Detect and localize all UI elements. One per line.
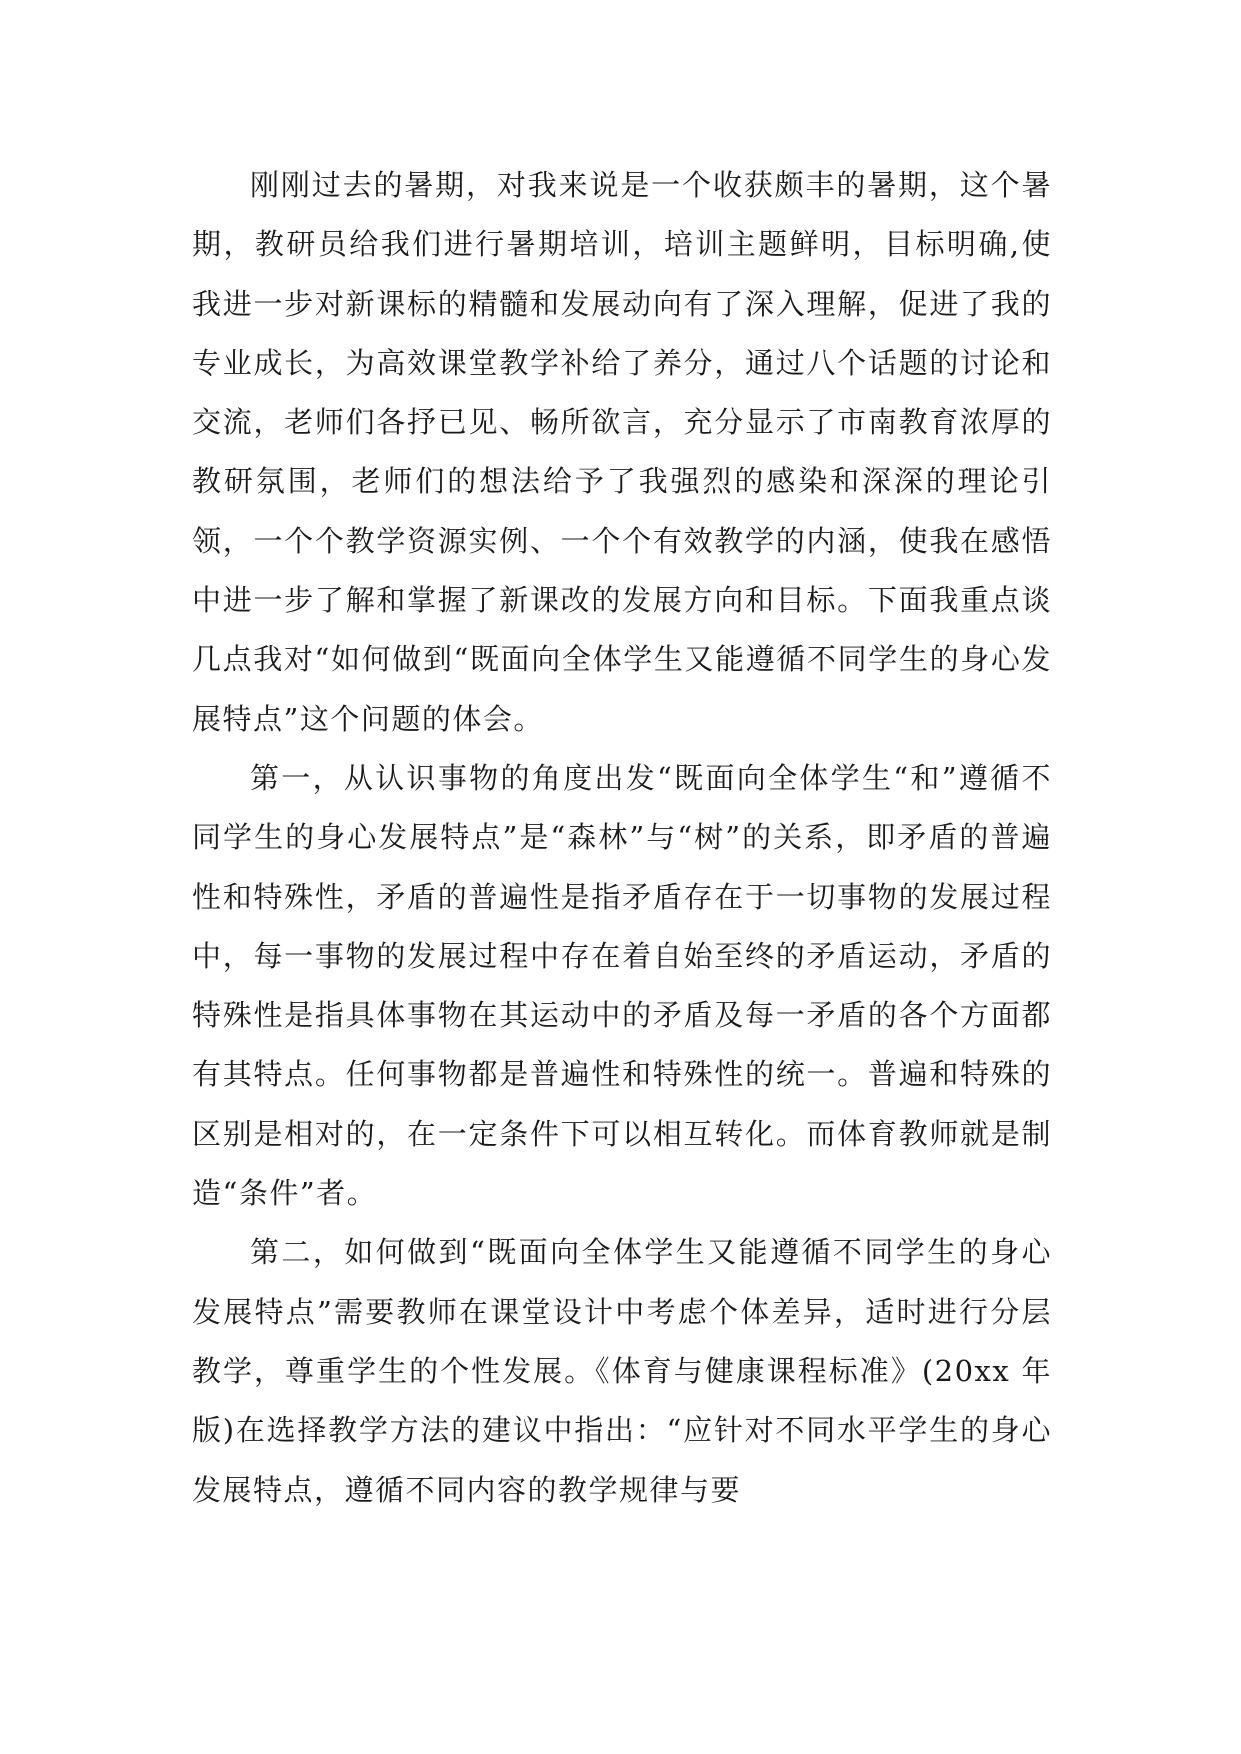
paragraph-second-point: 第二，如何做到“既面向全体学生又能遵循不同学生的身心发展特点”需要教师在课堂设计中考虑个体差异，适时进行分层教学，尊重学生的个性发展。《体育与健康课程标准》(20xx 年版)在选择教学方法的建议中指出：“应针对不同水平学生的身心发展特点，遵循不同内容的教学规律与要 <box>192 1235 1052 1507</box>
document-body <box>192 156 1052 1520</box>
paragraph-intro: 刚刚过去的暑期，对我来说是一个收获颇丰的暑期，这个暑期，教研员给我们进行暑期培训，培训主题鲜明，目标明确,使我进一步对新课标的精髓和发展动向有了深入理解，促进了我的专业成长，为高效课堂教学补给了养分，通过八个话题的讨论和交流，老师们各抒已见、畅所欲言，充分显示了市南教育浓厚的教研氛围，老师们的想法给予了我强烈的感染和深深的理论引领，一个个教学资源实例、一个个有效教学的内涵，使我在感悟中进一步了解和掌握了新课改的发展方向和目标。下面我重点谈几点我对“如何做到“既面向全体学生又能遵循不同学生的身心发展特点”这个问题的体会。 <box>192 168 1052 736</box>
paragraph-first-point: 第一，从认识事物的角度出发“既面向全体学生“和”遵循不同学生的身心发展特点”是“森林”与“树”的关系，即矛盾的普遍性和特殊性，矛盾的普遍性是指矛盾存在于一切事物的发展过程中，每一事物的发展过程中存在着自始至终的矛盾运动，矛盾的特殊性是指具体事物在其运动中的矛盾及每一矛盾的各个方面都有其特点。任何事物都是普遍性和特殊性的统一。普遍和特殊的区别是相对的，在一定条件下可以相互转化。而体育教师就是制造“条件”者。 <box>192 760 1052 1211</box>
